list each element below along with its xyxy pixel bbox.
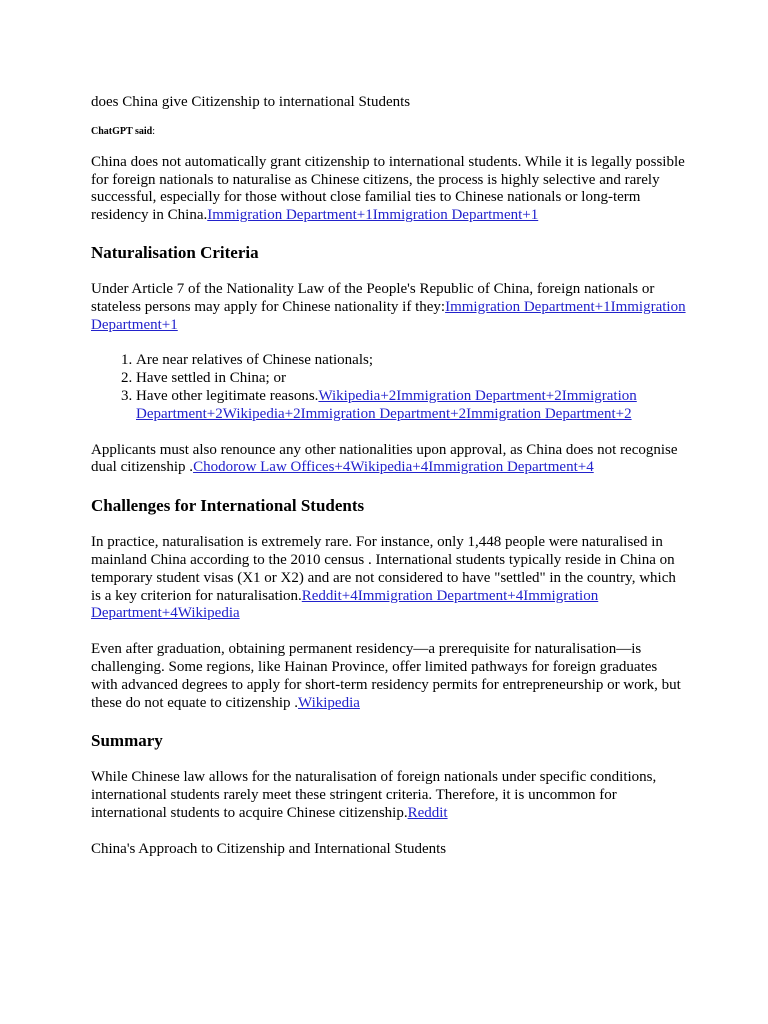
list-item-text: Have settled in China; or — [136, 370, 286, 387]
heading-naturalisation-criteria: Naturalisation Criteria — [91, 242, 259, 262]
challenges-source-link-2[interactable]: Wikipedia — [298, 694, 360, 711]
summary-source-link[interactable]: Reddit — [407, 804, 448, 821]
speaker-suffix: : — [152, 125, 156, 137]
criteria-text: Under Article 7 of the Nationality Law of the People's Republic of China, foreign nationals or stateless persons may apply for Chinese nationality if they: — [91, 280, 655, 315]
criteria-paragraph — [91, 281, 686, 334]
list-item-text: Are near relatives of Chinese nationals; — [136, 352, 373, 369]
challenges-paragraph-1 — [91, 534, 686, 623]
challenges-text-2: Even after graduation, obtaining permanent residency—a prerequisite for naturalisation—is challenging. Some regions, like Hainan Province, offer limited pathways for foreign graduates with advanced degrees to apply for short-term residency permits for entrepreneurship or work, but these do not equate to citizenship . — [91, 641, 681, 711]
challenges-paragraph-2 — [91, 641, 686, 712]
renounce-source-link[interactable]: Chodorow Law Offices+4Wikipedia+4Immigration Department+4 — [193, 459, 594, 476]
challenges-source-link-1[interactable]: Reddit+4Immigration Department+4Immigration Department+4Wikipedia — [91, 587, 599, 622]
list-item — [136, 370, 686, 388]
closing-line: China's Approach to Citizenship and International Students — [91, 840, 447, 857]
renounce-paragraph — [91, 442, 686, 478]
list-item — [136, 352, 686, 370]
criteria-source-link[interactable]: Immigration Department+1Immigration Department+1 — [91, 298, 686, 333]
list-item-source-link[interactable]: Wikipedia+2Immigration Department+2Immigration Department+2Wikipedia+2Immigration Department+2Immigration Department+2 — [136, 387, 637, 422]
speaker-label — [91, 126, 686, 138]
intro-text: China does not automatically grant citizenship to international students. While it is legally possible for foreign nationals to naturalise as Chinese citizens, the process is highly selective and rarely successful, especially for those without close familial ties to Chinese nationals or long-term residency in China. — [91, 153, 685, 224]
speaker-name: ChatGPT said — [91, 125, 153, 137]
heading-summary: Summary — [91, 731, 163, 751]
user-question: does China give Citizenship to international Students — [91, 94, 411, 110]
criteria-list — [91, 352, 686, 423]
summary-paragraph — [91, 769, 686, 822]
list-item — [136, 388, 686, 424]
heading-challenges: Challenges for International Students — [91, 496, 365, 516]
renounce-text: Applicants must also renounce any other nationalities upon approval, as China does not recognise dual citizenship . — [91, 441, 678, 476]
document-page — [91, 94, 686, 859]
intro-source-link[interactable]: Immigration Department+1Immigration Department+1 — [207, 207, 539, 224]
summary-text: While Chinese law allows for the naturalisation of foreign nationals under specific conditions, international students rarely meet these stringent criteria. Therefore, it is uncommon for international students to acquire Chinese citizenship. — [91, 769, 657, 821]
challenges-text-1: In practice, naturalisation is extremely rare. For instance, only 1,448 people were naturalised in mainland China according to the 2010 census . International students typically reside in China on temporary student visas (X1 or X2) and are not considered to have "settled" in the country, which is a key criterion for naturalisation. — [91, 534, 676, 604]
list-item-text: Have other legitimate reasons. — [136, 387, 319, 404]
intro-paragraph — [91, 154, 686, 225]
